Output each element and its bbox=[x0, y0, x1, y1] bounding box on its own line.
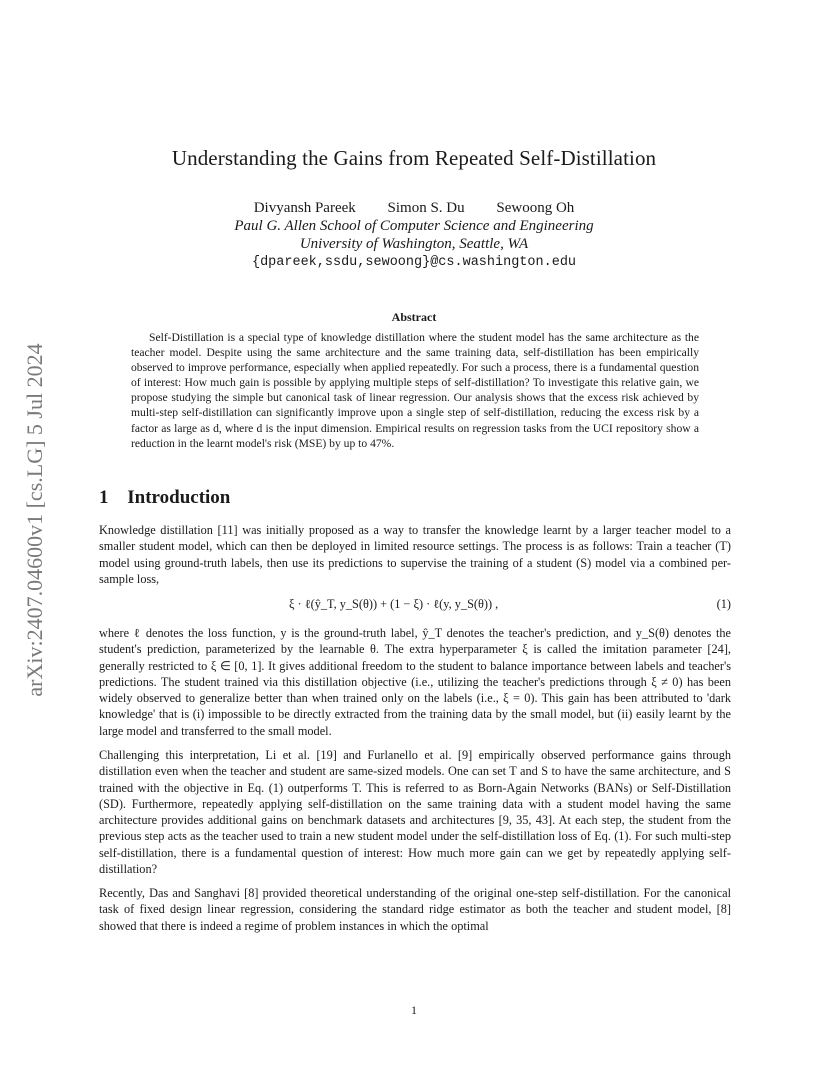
author-name: Sewoong Oh bbox=[496, 200, 575, 216]
section-heading bbox=[99, 487, 230, 509]
affiliation-line: Paul G. Allen School of Computer Science and Engineering bbox=[234, 218, 594, 234]
author-block bbox=[0, 200, 828, 270]
paragraph: Knowledge distillation [11] was initially proposed as a way to transfer the knowledge learnt by a larger teacher model to a smaller student model, which can then be deployed in limited resource settings. The process is as follows: Train a teacher (T) model using ground-truth labels, then use its predictions to supervise the training of a student (S) model via a combined per-sample loss, bbox=[99, 523, 731, 586]
arxiv-id: arXiv:2407.04600v1 [cs.LG] 5 Jul 2024 bbox=[22, 343, 47, 697]
paragraph: Challenging this interpretation, Li et al. [19] and Furlanello et al. [9] empirically observed performance gains through distillation even when the teacher and student are same-sized models. One can set T and S to have the same architecture, and S trained with the objective in Eq. (1) outperforms T. This is referred to as Born-Again Networks (BANs) or Self-Distillation (SD). Furthermore, repeatedly applying self-distillation on the same training data with a student model having the same architecture provides additional gains on benchmark datasets and architectures [9, 35, 43]. At each step, the student from the previous step acts as the teacher used to train a new student model under the self-distillation loss of Eq. (1). For such multi-step self-distillation, there is a fundamental question of interest: How much more gain can we get by repeatedly applying self-distillation? bbox=[99, 748, 731, 877]
equation-number: (1) bbox=[716, 597, 731, 611]
author-name: Simon S. Du bbox=[387, 200, 465, 216]
arxiv-sidebar-stamp bbox=[20, 310, 50, 730]
affiliation-line: University of Washington, Seattle, WA bbox=[299, 236, 529, 252]
paragraph: where ℓ denotes the loss function, y is the ground-truth label, ŷ_T denotes the teacher's prediction, and y_S(θ) denotes the student's prediction, parameterized by the learnable θ. The extra hyperparameter ξ is called the imitation parameter [24], generally restricted to ξ ∈ [0, 1]. It gives additional freedom to the student to balance importance between labels and teacher's predictions. The student trained via this distillation objective (i.e., utilizing the teacher's predictions through ξ ≠ 0) has been widely observed to generalize better than when trained only on the labels (i.e., ξ = 0). This gain has been attributed to 'dark knowledge' that is (i) impossible to be directly extracted from the training data by the small model, but (ii) easily learnt by the large model and transferred to the small model. bbox=[99, 626, 731, 738]
author-emails: {dpareek,ssdu,sewoong}@cs.washington.edu bbox=[251, 255, 577, 270]
paragraph: Recently, Das and Sanghavi [8] provided theoretical understanding of the original one-step self-distillation. For the canonical task of fixed design linear regression, considering the standard ridge estimator as both the teacher and student model, [8] showed that there is indeed a regime of problem instances in which the optimal bbox=[99, 886, 731, 933]
author-names bbox=[0, 200, 828, 217]
page-number: 1 bbox=[411, 1003, 417, 1017]
section-title: Introduction bbox=[127, 487, 231, 508]
paper-title: Understanding the Gains from Repeated Self-Distillation bbox=[171, 146, 657, 170]
abstract-heading: Abstract bbox=[391, 310, 437, 324]
section-number: 1 bbox=[99, 487, 109, 508]
equation-formula: ξ · ℓ(ŷ_T, y_S(θ)) + (1 − ξ) · ℓ(y, y_S(θ)) , bbox=[289, 597, 499, 611]
abstract-text: Self-Distillation is a special type of knowledge distillation where the student model has the same architecture as the teacher model. Despite using the same architecture and the same training data, self-distillation has been empirically observed to improve performance, especially when applied repeatedly. For such a process, there is a fundamental question of interest: How much gain is possible by applying multiple steps of self-distillation? To investigate this relative gain, we propose studying the simple but canonical task of linear regression. Our analysis shows that the excess risk achieved by multi-step self-distillation can significantly improve upon a single step of self-distillation, reducing the excess risk by a factor as large as d, where d is the input dimension. Empirical results on regression tasks from the UCI repository show a reduction in the learnt model's risk (MSE) by up to 47%. bbox=[131, 331, 699, 450]
author-name: Divyansh Pareek bbox=[253, 200, 356, 216]
